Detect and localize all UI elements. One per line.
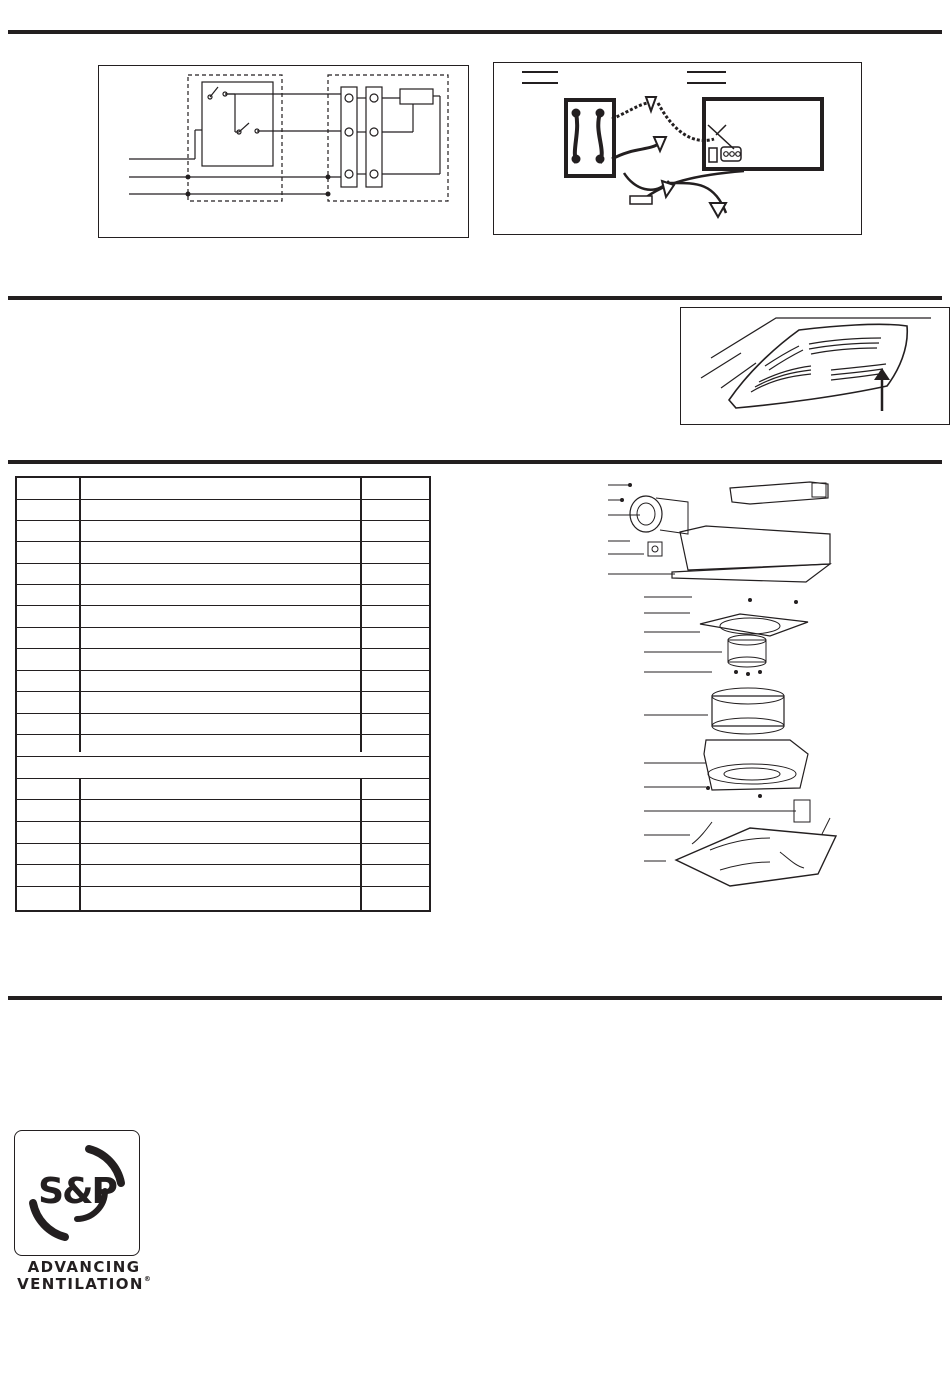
logo-tagline-line2 — [14, 1275, 154, 1293]
wiring-pictorial-diagram — [493, 62, 862, 235]
grille-install-illustration — [680, 307, 950, 425]
section-rule-top — [8, 30, 942, 34]
logo-mark-text: S&P — [38, 1171, 116, 1212]
section-rule-parts — [8, 460, 942, 464]
section-rule-grille — [8, 296, 942, 300]
table-column-divider — [79, 478, 81, 752]
table-row — [17, 756, 429, 779]
registered-mark: ® — [143, 1275, 151, 1283]
exploded-parts-view — [600, 478, 840, 906]
wiring-pictorial-icon — [494, 63, 861, 234]
sp-logo-icon — [15, 1131, 139, 1255]
section-rule-warranty — [8, 996, 942, 1000]
logo-tagline-line1: ADVANCING — [27, 1258, 141, 1276]
replacement-parts-table — [15, 476, 431, 912]
table-column-divider — [360, 478, 362, 752]
table-column-divider — [79, 778, 81, 910]
table-column-divider — [360, 778, 362, 910]
sp-logo — [14, 1130, 140, 1256]
logo-tagline-word: VENTILATION — [17, 1275, 144, 1293]
wiring-schematic-diagram — [98, 65, 469, 238]
grille-illustration-icon — [681, 308, 943, 424]
exploded-view-icon — [600, 478, 840, 906]
wiring-schematic-icon — [99, 66, 468, 237]
